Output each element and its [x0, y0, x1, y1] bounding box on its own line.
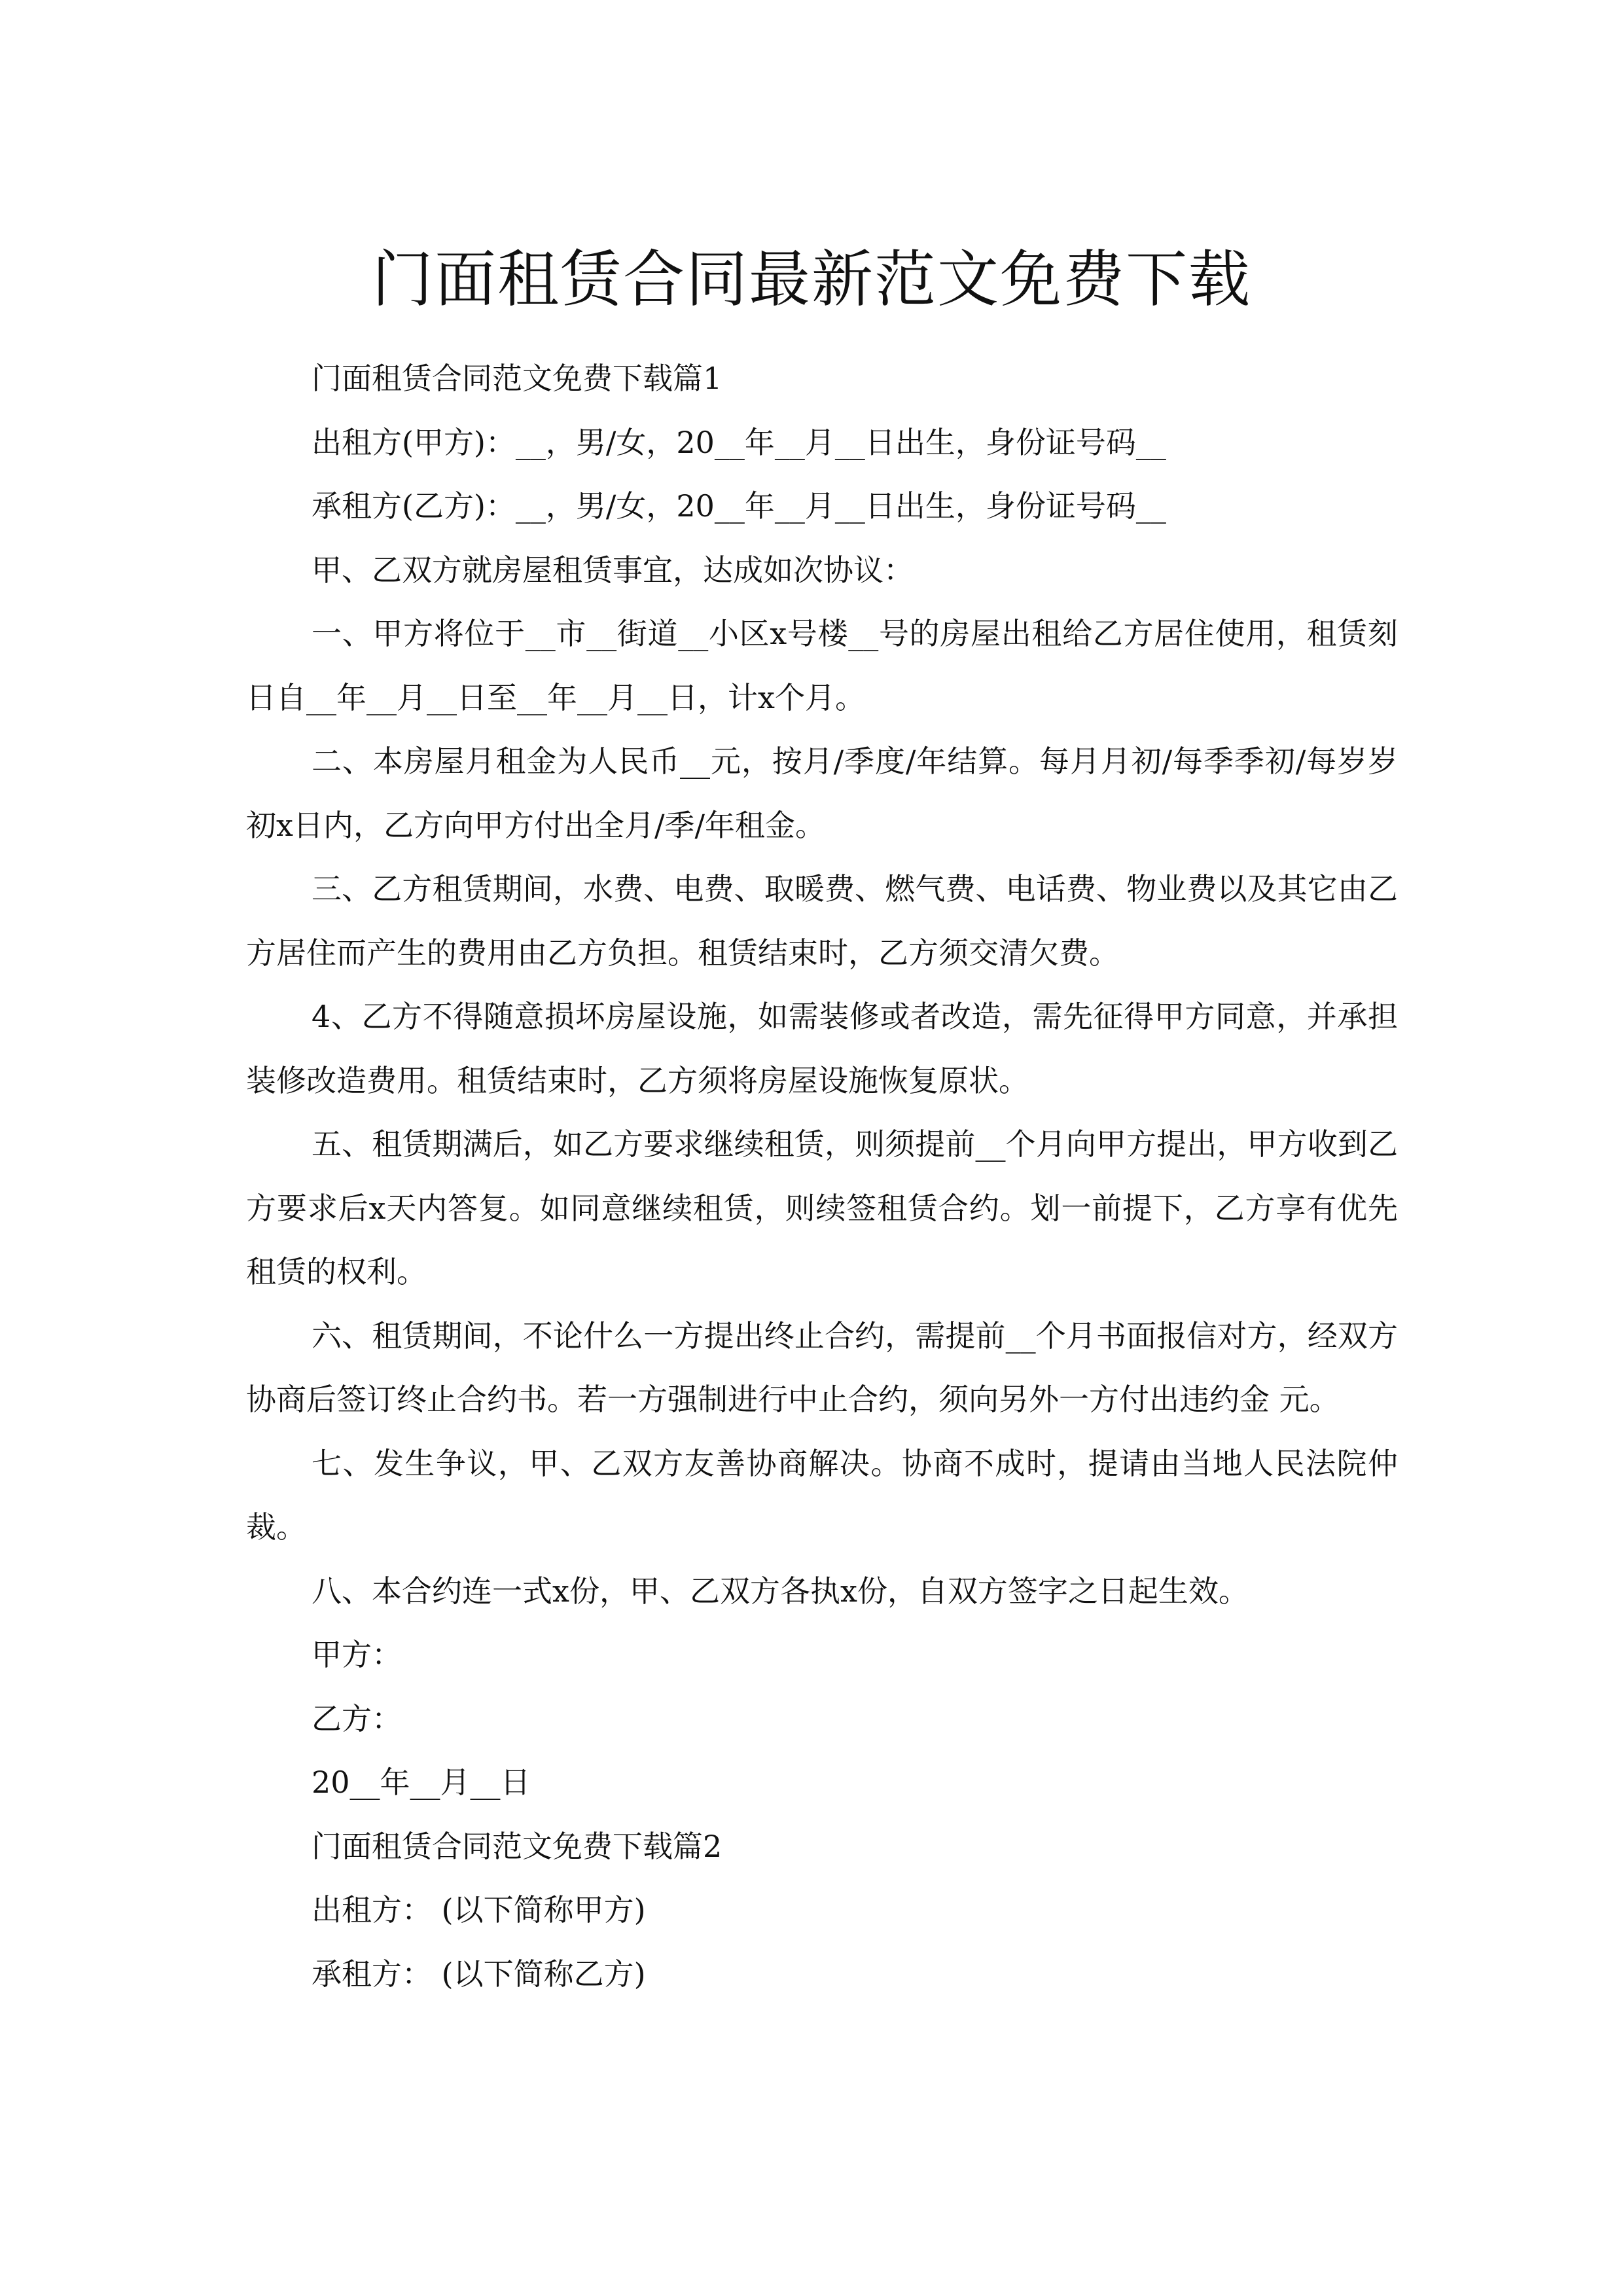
clause-7: 七、发生争议，甲、乙双方友善协商解决。协商不成时，提请由当地人民法院仲裁。 [246, 1445, 1398, 1545]
lessee-line-2: 承租方： (以下简称乙方) [312, 1956, 646, 1992]
lessor-line: 出租方(甲方)：__，男/女，20__年__月__日出生，身份证号码__ [312, 424, 1166, 460]
document-title: 门面租赁合同最新范文免费下载 [371, 243, 1251, 315]
section-heading-2: 门面租赁合同范文免费下载篇2 [312, 1828, 722, 1864]
clause-2: 二、本房屋月租金为人民币__元，按月/季度/年结算。每月月初/每季季初/每岁岁初x日内，乙方向甲方付出全月/季/年租金。 [246, 744, 1398, 843]
agreement-intro: 甲、乙双方就房屋租赁事宜，达成如次协议： [312, 552, 914, 588]
document-body [246, 347, 1398, 2006]
lessee-line: 承租方(乙方)：__，男/女，20__年__月__日出生，身份证号码__ [312, 488, 1166, 524]
clause-6: 六、租赁期间，不论什么一方提出终止合约，需提前__个月书面报信对方，经双方协商后签订终止合约书。若一方强制进行中止合约，须向另外一方付出违约金 元。 [246, 1318, 1398, 1417]
clause-4: 4、乙方不得随意损坏房屋设施，如需装修或者改造，需先征得甲方同意，并承担装修改造费用。租赁结束时，乙方须将房屋设施恢复原状。 [246, 999, 1398, 1098]
clause-5: 五、租赁期满后，如乙方要求继续租赁，则须提前__个月向甲方提出，甲方收到乙方要求后x天内答复。如同意继续租赁，则续签租赁合约。划一前提下，乙方享有优先租赁的权利。 [246, 1126, 1398, 1289]
signature-date: 20__年__月__日 [312, 1765, 531, 1800]
clause-8: 八、本合约连一式x份，甲、乙双方各执x份，自双方签字之日起生效。 [312, 1573, 1249, 1609]
clause-1: 一、甲方将位于__市__街道__小区x号楼__号的房屋出租给乙方居住使用，租赁刻日自__年__月__日至__年__月__日，计x个月。 [246, 616, 1398, 715]
party-a-signature: 甲方： [312, 1637, 402, 1672]
clause-3: 三、乙方租赁期间，水费、电费、取暖费、燃气费、电话费、物业费以及其它由乙方居住而产生的费用由乙方负担。租赁结束时，乙方须交清欠费。 [246, 871, 1398, 971]
section-heading-1: 门面租赁合同范文免费下载篇1 [312, 361, 722, 396]
lessor-line-2: 出租方： (以下简称甲方) [312, 1892, 646, 1928]
party-b-signature: 乙方： [312, 1700, 402, 1736]
